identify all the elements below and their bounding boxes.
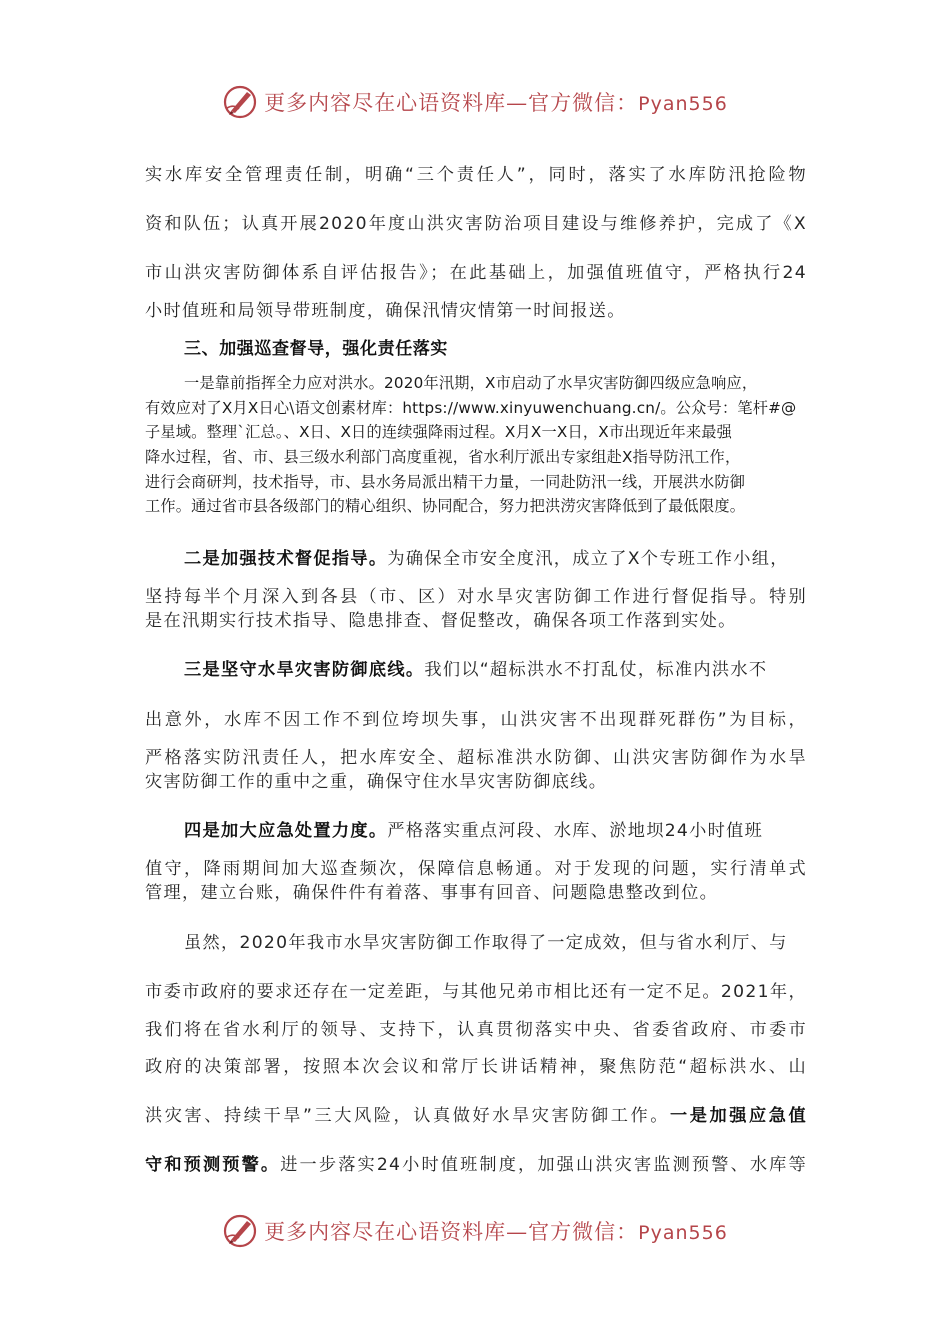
paragraph-lead: 一是加强应急值 (670, 1106, 807, 1126)
text-line: 市山洪灾害防御体系自评估报告》；在此基础上，加强值班值守，严格执行24 (145, 263, 807, 283)
text-line: 灾害防御工作的重中之重，确保守住水旱灾害防御底线。 (145, 772, 608, 792)
paragraph-text: 严格落实重点河段、水库、淤地坝24小时值班 (387, 821, 764, 841)
text-line: 市委市政府的要求还存在一定差距，与其他兄弟市相比还有一定不足。2021年， (145, 982, 807, 1002)
text-line: 工作。通过省市县各级部门的精心组织、协同配合，努力把洪涝灾害降低到了最低限度。 (145, 497, 746, 515)
paragraph-text: 我们以“超标洪水不打乱仗，标准内洪水不 (424, 660, 768, 680)
pen-logo-icon (222, 84, 258, 120)
text-line: 降水过程，省、市、县三级水利部门高度重视，省水利厅派出专家组赴X指导防汛工作， (145, 448, 741, 466)
text-line: 严格落实防汛责任人，把水库安全、超标准洪水防御、山洪灾害防御作为水旱 (145, 748, 807, 768)
text-line: 我们将在省水利厅的领导、支持下，认真贯彻落实中央、省委省政府、市委市 (145, 1020, 807, 1040)
text-line: 值守，降雨期间加大巡查频次，保障信息畅通。对于发现的问题，实行清单式 (145, 859, 807, 879)
text-line: 小时值班和局领导带班制度，确保汛情灾情第一时间报送。 (145, 301, 626, 321)
paragraph-line (145, 1101, 807, 1126)
paragraph-line (184, 544, 807, 569)
text-line: 实水库安全管理责任制，明确“三个责任人”，同时，落实了水库防汛抢险物 (145, 165, 807, 185)
paragraph-lead: 守和预测预警。 (145, 1155, 281, 1175)
text-line: 有效应对了X月X日心\语文创素材库：https://www.xinyuwenchuang.cn/。公众号：笔杆#@ (145, 399, 797, 417)
section-heading: 三、加强巡查督导，强化责任落实 (184, 339, 448, 359)
text-line: 管理，建立台账，确保件件有着落、事事有回音、问题隐患整改到位。 (145, 883, 719, 903)
paragraph-lead: 二是加强技术督促指导。 (184, 549, 388, 569)
banner-text: 更多内容尽在心语资料库—官方微信：Pyan556 (264, 1220, 728, 1244)
paragraph-text: 洪灾害、持续干旱”三大风险，认真做好水旱灾害防御工作。 (145, 1106, 670, 1126)
wechat-id: Pyan556 (638, 1222, 728, 1244)
paragraph-text: 为确保全市安全度汛，成立了X个专班工作小组， (387, 549, 789, 569)
text-line: 一是靠前指挥全力应对洪水。2020年汛期，X市启动了水旱灾害防御四级应急响应， (184, 374, 758, 392)
pen-logo-icon (222, 1213, 258, 1249)
text-line: 资和队伍；认真开展2020年度山洪灾害防治项目建设与维修养护，完成了《X (145, 214, 807, 234)
banner-text: 更多内容尽在心语资料库—官方微信：Pyan556 (264, 91, 728, 115)
text-line: 进行会商研判，技术指导，市、县水务局派出精干力量，一同赴防汛一线，开展洪水防御 (145, 473, 746, 491)
text-line: 是在汛期实行技术指导、隐患排查、督促整改，确保各项工作落到实处。 (145, 611, 737, 631)
paragraph-line (184, 816, 807, 841)
header-banner (0, 82, 950, 122)
paragraph-lead: 四是加大应急处置力度。 (184, 821, 388, 841)
text-line: 坚持每半个月深入到各县（市、区）对水旱灾害防御工作进行督促指导。特别 (145, 587, 807, 607)
text-line: 政府的决策部署，按照本次会议和常厅长讲话精神，聚焦防范“超标洪水、山 (145, 1057, 807, 1077)
paragraph-text: 进一步落实24小时值班制度，加强山洪灾害监测预警、水库等 (280, 1155, 807, 1175)
wechat-id: Pyan556 (638, 93, 728, 115)
paragraph-lead: 三是坚守水旱灾害防御底线。 (184, 660, 425, 680)
text-line: 子星域。整理`汇总。、X日、X日的连续强降雨过程。X月X一X日，X市出现近年来最强 (145, 423, 732, 441)
footer-banner (0, 1211, 950, 1251)
text-line: 出意外，水库不因工作不到位垮坝失事，山洪灾害不出现群死群伤”为目标， (145, 710, 807, 730)
paragraph-line (145, 1150, 807, 1175)
text-line: 虽然，2020年我市水旱灾害防御工作取得了一定成效，但与省水利厅、与 (184, 933, 788, 953)
paragraph-line (184, 655, 807, 680)
